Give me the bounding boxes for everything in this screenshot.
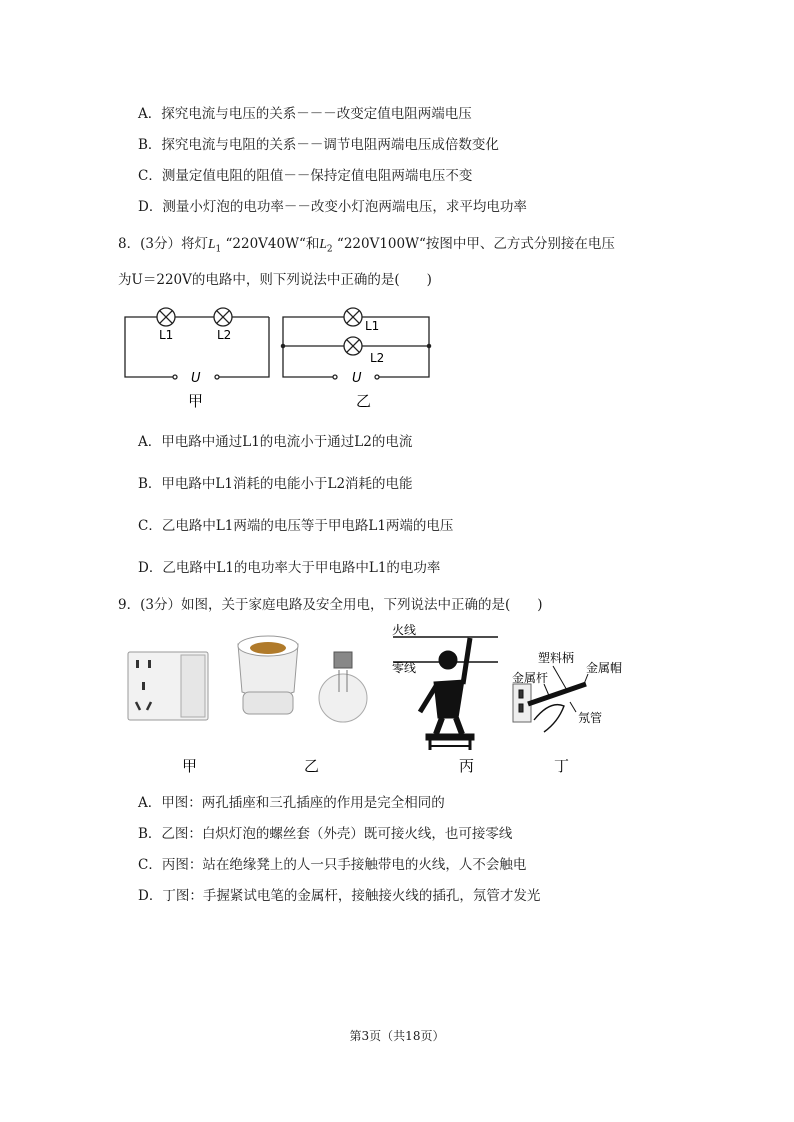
circuit-jia-voltage: U xyxy=(191,371,201,386)
circuit-yi-l2-label: L2 xyxy=(370,351,385,365)
figure-caption-jia: 甲 xyxy=(182,757,198,775)
lamp-l1-sub: 1 xyxy=(215,244,222,255)
q7-option-d: D．测量小灯泡的电功率－－改变小灯泡两端电压，求平均电功率 xyxy=(138,199,527,215)
circuit-yi xyxy=(281,308,430,379)
circuit-jia-l1-label: L1 xyxy=(159,328,174,342)
q9-option-a: A．甲图：两孔插座和三孔插座的作用是完全相同的 xyxy=(138,795,445,811)
lamp-l2-symbol: L xyxy=(319,236,327,251)
lamp-l2-sub: 2 xyxy=(326,244,333,255)
q8-option-b: B．甲电路中L1消耗的电能小于L2消耗的电能 xyxy=(138,476,413,492)
light-bulb-icon xyxy=(319,652,367,722)
q8-prefix: 8．(3分）将灯 xyxy=(118,236,208,252)
plastic-handle-label: 塑料柄 xyxy=(538,651,575,665)
fire-line-label: 火线 xyxy=(392,623,417,637)
circuit-jia-caption: 甲 xyxy=(188,392,204,410)
circuit-yi-caption: 乙 xyxy=(356,392,372,410)
q7-option-c: C．测量定值电阻的阻值－－保持定值电阻两端电压不变 xyxy=(138,168,473,184)
circuit-yi-voltage: U xyxy=(352,371,362,386)
circuit-jia xyxy=(125,308,269,379)
zero-line-label: 零线 xyxy=(392,661,417,675)
q8-mid2: “220V100W“按图中甲、乙方式分别接在电压 xyxy=(336,236,615,252)
lamp-l1-symbol: L xyxy=(207,236,216,251)
q8-circuit-figure xyxy=(118,300,438,415)
q7-option-a: A．探究电流与电压的关系－－－改变定值电阻两端电压 xyxy=(138,106,472,122)
circuit-yi-l1-label: L1 xyxy=(365,319,380,333)
q8-option-c: C．乙电路中L1两端的电压等于甲电路L1两端的电压 xyxy=(138,518,454,534)
q9-option-b: B．乙图：白炽灯泡的螺丝套（外壳）既可接火线，也可接零线 xyxy=(138,826,513,842)
q8-option-a: A．甲电路中通过L1的电流小于通过L2的电流 xyxy=(138,434,413,450)
metal-cap-label: 金属帽 xyxy=(586,661,623,675)
lamp-holder-icon xyxy=(238,636,298,714)
figure-caption-yi: 乙 xyxy=(304,757,320,775)
q9-option-d: D．丁图：手握紧试电笔的金属杆，接触接火线的插孔，氖管才发光 xyxy=(138,888,541,904)
wall-socket-icon xyxy=(128,652,208,720)
metal-rod-label: 金属杆 xyxy=(512,671,549,685)
q9-option-c: C．丙图：站在绝缘凳上的人一只手接触带电的火线，人不会触电 xyxy=(138,857,527,873)
neon-tube-label: 氖管 xyxy=(578,711,603,725)
page-footer: 第3页（共18页） xyxy=(349,1029,445,1043)
figure-caption-bing: 丙 xyxy=(459,757,475,775)
q8-mid1: “220V40W“和 xyxy=(225,236,320,252)
q9-stem: 9．(3分）如图，关于家庭电路及安全用电，下列说法中正确的是( ) xyxy=(118,597,543,613)
person-touching-wire-icon xyxy=(393,637,498,750)
q7-option-b: B．探究电流与电阻的关系－－调节电阻两端电压成倍数变化 xyxy=(138,137,499,153)
q8-stem-line2: 为U＝220V的电路中，则下列说法中正确的是( ) xyxy=(118,272,432,288)
q8-option-d: D．乙电路中L1的电功率大于甲电路中L1的电功率 xyxy=(138,560,441,576)
circuit-jia-l2-label: L2 xyxy=(217,328,232,342)
q8-stem-line1 xyxy=(118,232,615,255)
figure-caption-ding: 丁 xyxy=(554,757,570,775)
q9-figure xyxy=(118,622,638,780)
